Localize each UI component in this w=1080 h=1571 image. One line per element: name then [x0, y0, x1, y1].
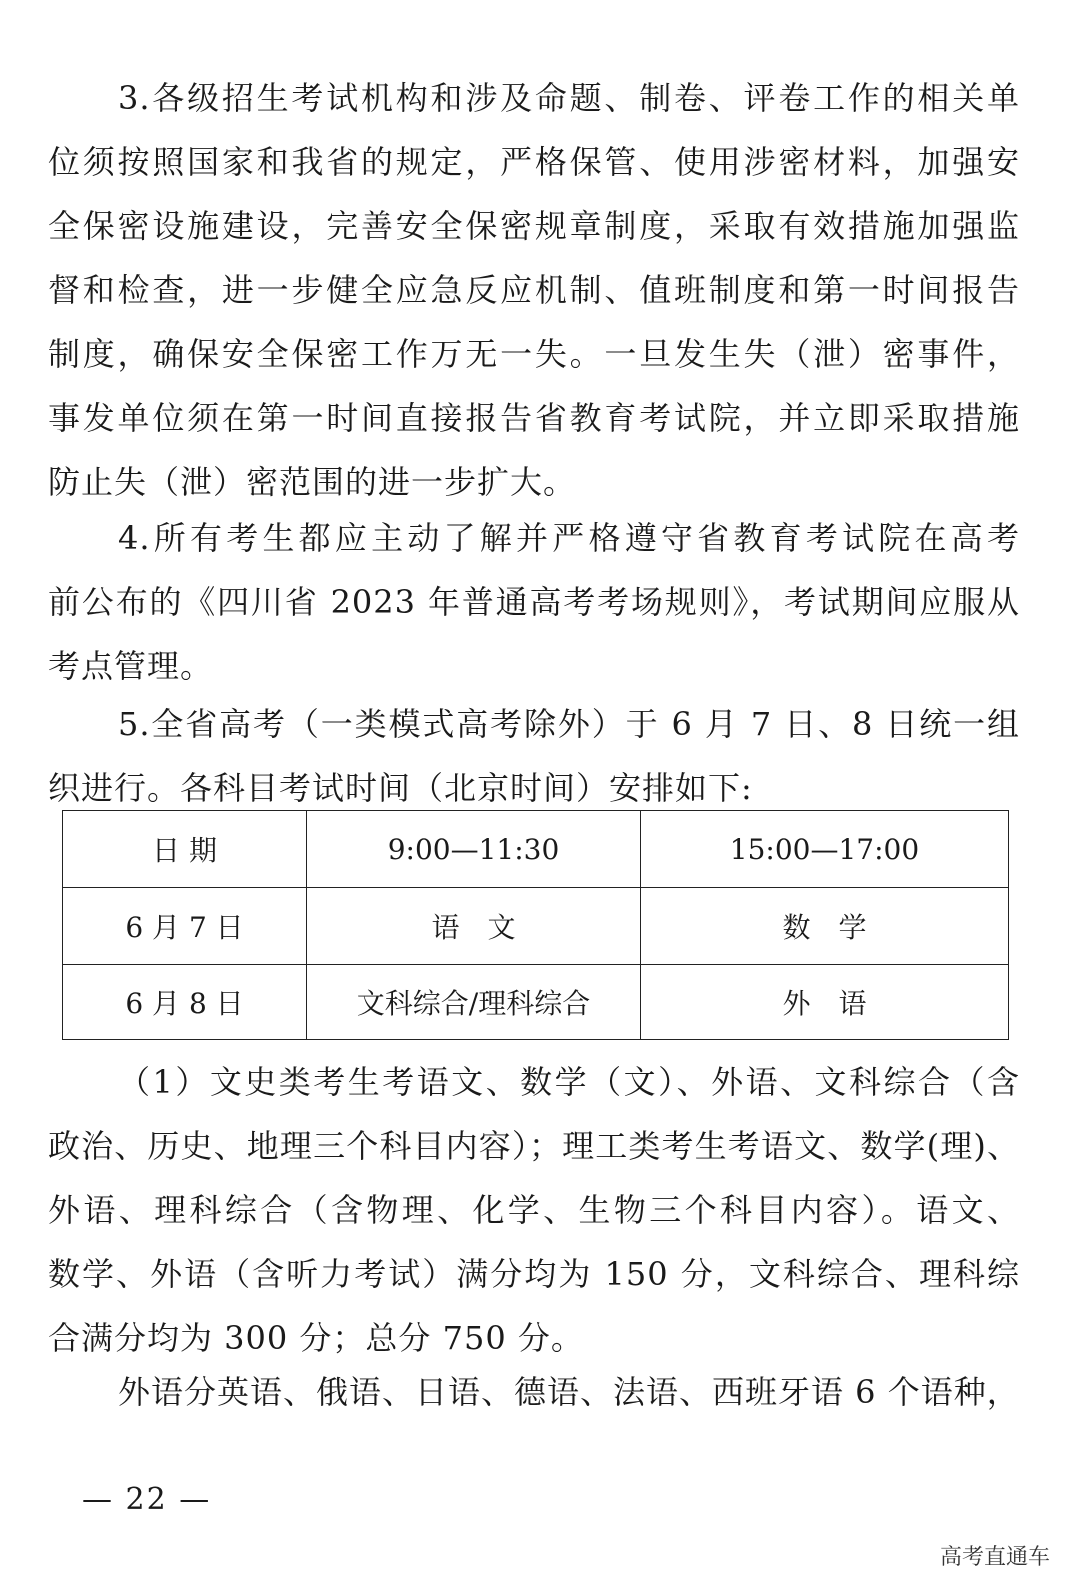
table-cell: 文科综合/理科综合: [307, 965, 641, 1040]
text-line: 前公布的《四川省 2023 年普通高考考场规则》，考试期间应服从: [48, 583, 1020, 621]
text-line: 防止失（泄）密范围的进一步扩大。: [48, 463, 577, 501]
table-cell: 6 月 8 日: [63, 965, 307, 1040]
table-cell: 6 月 7 日: [63, 888, 307, 965]
text-line: 位须按照国家和我省的规定，严格保管、使用涉密材料，加强安: [48, 143, 1020, 181]
text-line: 政治、历史、地理三个科目内容）；理工类考生考语文、数学(理)、: [48, 1127, 1020, 1165]
table-cell: 外 语: [641, 965, 1009, 1040]
table-cell: 语 文: [307, 888, 641, 965]
text-line: 制度，确保安全保密工作万无一失。一旦发生失（泄）密事件，: [48, 335, 1020, 373]
text-line: 外语、理科综合（含物理、化学、生物三个科目内容）。语文、: [48, 1191, 1020, 1229]
table-header-cell: 9:00—11:30: [307, 811, 641, 888]
page-number: — 22 —: [82, 1482, 212, 1517]
table-header-row: [63, 811, 1009, 888]
text-line: 数学、外语（含听力考试）满分均为 150 分，文科综合、理科综: [48, 1255, 1020, 1293]
text-line: 督和检查，进一步健全应急反应机制、值班制度和第一时间报告: [48, 271, 1020, 309]
text-line: 4.所有考生都应主动了解并严格遵守省教育考试院在高考: [118, 519, 1020, 557]
text-line: （1）文史类考生考语文、数学（文）、外语、文科综合（含: [118, 1063, 1020, 1101]
text-line: 织进行。各科目考试时间（北京时间）安排如下:: [48, 769, 753, 807]
watermark: 高考直通车: [939, 1545, 1050, 1570]
text-line: 合满分均为 300 分；总分 750 分。: [48, 1319, 584, 1357]
text-line: 5.全省高考（一类模式高考除外）于 6 月 7 日、8 日统一组: [118, 705, 1020, 743]
text-line: 考点管理。: [48, 647, 214, 685]
text-line: 事发单位须在第一时间直接报告省教育考试院，并立即采取措施: [48, 399, 1020, 437]
table-cell: 数 学: [641, 888, 1009, 965]
text-line: 全保密设施建设，完善安全保密规章制度，采取有效措施加强监: [48, 207, 1020, 245]
paragraph-5: [48, 692, 1020, 820]
table-header-cell: 日 期: [63, 811, 307, 888]
paragraph-3: [48, 66, 1020, 514]
table-row: [63, 965, 1009, 1040]
table-header-cell: 15:00—17:00: [641, 811, 1009, 888]
text-line: 3.各级招生考试机构和涉及命题、制卷、评卷工作的相关单: [118, 79, 1020, 117]
paragraph-4: [48, 506, 1020, 698]
paragraph-7: [48, 1360, 1020, 1424]
text-line: 外语分英语、俄语、日语、德语、法语、西班牙语 6 个语种，: [118, 1373, 1020, 1411]
paragraph-6: [48, 1050, 1020, 1370]
exam-schedule-table: [62, 810, 1009, 1040]
table-row: [63, 888, 1009, 965]
